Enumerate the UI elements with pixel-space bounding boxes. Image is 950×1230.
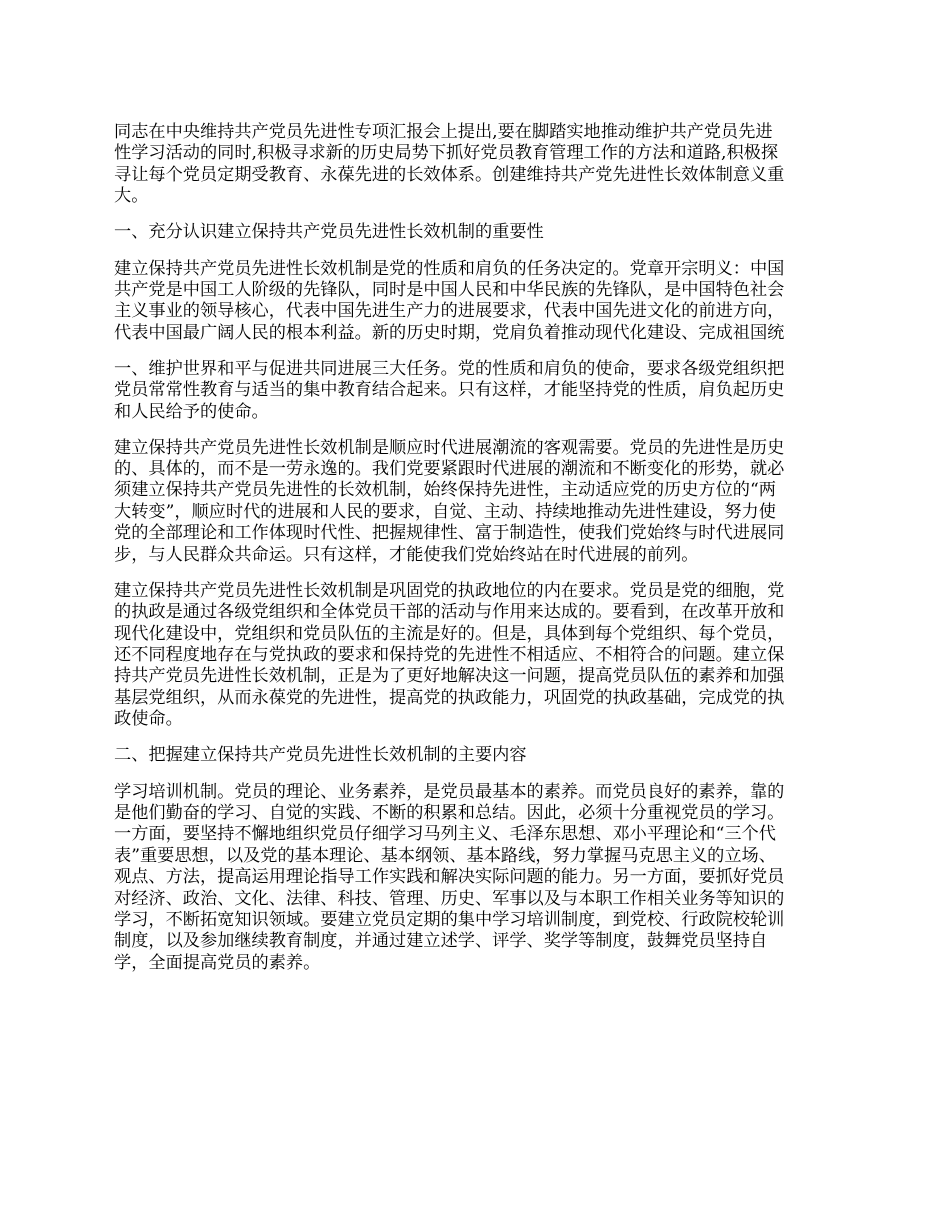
body-paragraph: 建立保持共产党员先进性长效机制是顺应时代进展潮流的客观需要。党员的先进性是历史 的、具体的，而不是一劳永逸的。我们党要紧跟时代进展的潮流和不断变化的形势，就必 须建立保持共产党员先进性的长效机制，始终保持先进性，主动适应党的历史方位的“两 大转变”，顺应时代的进展和人民的要求，自觉、主动、持续地推动先进性建设，努力使 党的全部理论和工作体现时代性、把握规律性、富于制造性，使我们党始终与时代进展同 步，与人民群众共命运。只有这样，才能使我们党始终站在时代进展的前列。	[114, 437, 785, 565]
body-paragraph: 一、维护世界和平与促进共同进展三大任务。党的性质和肩负的使命，要求各级党组织把 党员常常性教育与适当的集中教育结合起来。只有这样，才能坚持党的性质，肩负起历史 和人民给予的使命。	[114, 358, 785, 422]
section-heading-2: 二、把握建立保持共产党员先进性长效机制的主要内容	[114, 745, 527, 766]
section-heading-1: 一、充分认识建立保持共产党员先进性长效机制的重要性	[114, 222, 544, 243]
intro-paragraph: 同志在中央维持共产党员先进性专项汇报会上提出,要在脚踏实地推动维护共产党员先进 性学习活动的同时,积极寻求新的历史局势下抓好党员教育管理工作的方法和道路,积极探 寻让每个党员定期受教育、永葆先进的长效体系。创建维持共产党先进性长效体制意义重 大。	[114, 122, 785, 207]
document-body	[114, 122, 840, 989]
body-paragraph: 学习培训机制。党员的理论、业务素养，是党员最基本的素养。而党员良好的素养，靠的 是他们勤奋的学习、自觉的实践、不断的积累和总结。因此，必须十分重视党员的学习。 一方面，要坚持不懈地组织党员仔细学习马列主义、毛泽东思想、邓小平理论和“三个代 表”重要思想，以及党的基本理论、基本纲领、基本路线，努力掌握马克思主义的立场、 观点、方法，提高运用理论指导工作实践和解决实际问题的能力。另一方面，要抓好党员 对经济、政治、文化、法律、科技、管理、历史、军事以及与本职工作相关业务等知识的 学习，不断拓宽知识领域。要建立党员定期的集中学习培训制度，到党校、行政院校轮训 制度，以及参加继续教育制度，并通过建立述学、评学、奖学等制度，鼓舞党员坚持自 学，全面提高党员的素养。	[114, 781, 785, 973]
body-paragraph: 建立保持共产党员先进性长效机制是党的性质和肩负的任务决定的。党章开宗明义：中国 共产党是中国工人阶级的先锋队，同时是中国人民和中华民族的先锋队，是中国特色社会 主义事业的领导核心，代表中国先进生产力的进展要求，代表中国先进文化的前进方向， 代表中国最广阔人民的根本利益。新的历史时期，党肩负着推动现代化建设、完成祖国统	[114, 258, 785, 343]
body-paragraph: 建立保持共产党员先进性长效机制是巩固党的执政地位的内在要求。党员是党的细胞，党 的执政是通过各级党组织和全体党员干部的活动与作用来达成的。要看到，在改革开放和 现代化建设中，党组织和党员队伍的主流是好的。但是，具体到每个党组织、每个党员， 还不同程度地存在与党执政的要求和保持党的先进性不相适应、不相符合的问题。建立保 持共产党员先进性长效机制，正是为了更好地解决这一问题，提高党员队伍的素养和加强 基层党组织，从而永葆党的先进性，提高党的执政能力，巩固党的执政基础，完成党的执 政使命。	[114, 580, 785, 730]
